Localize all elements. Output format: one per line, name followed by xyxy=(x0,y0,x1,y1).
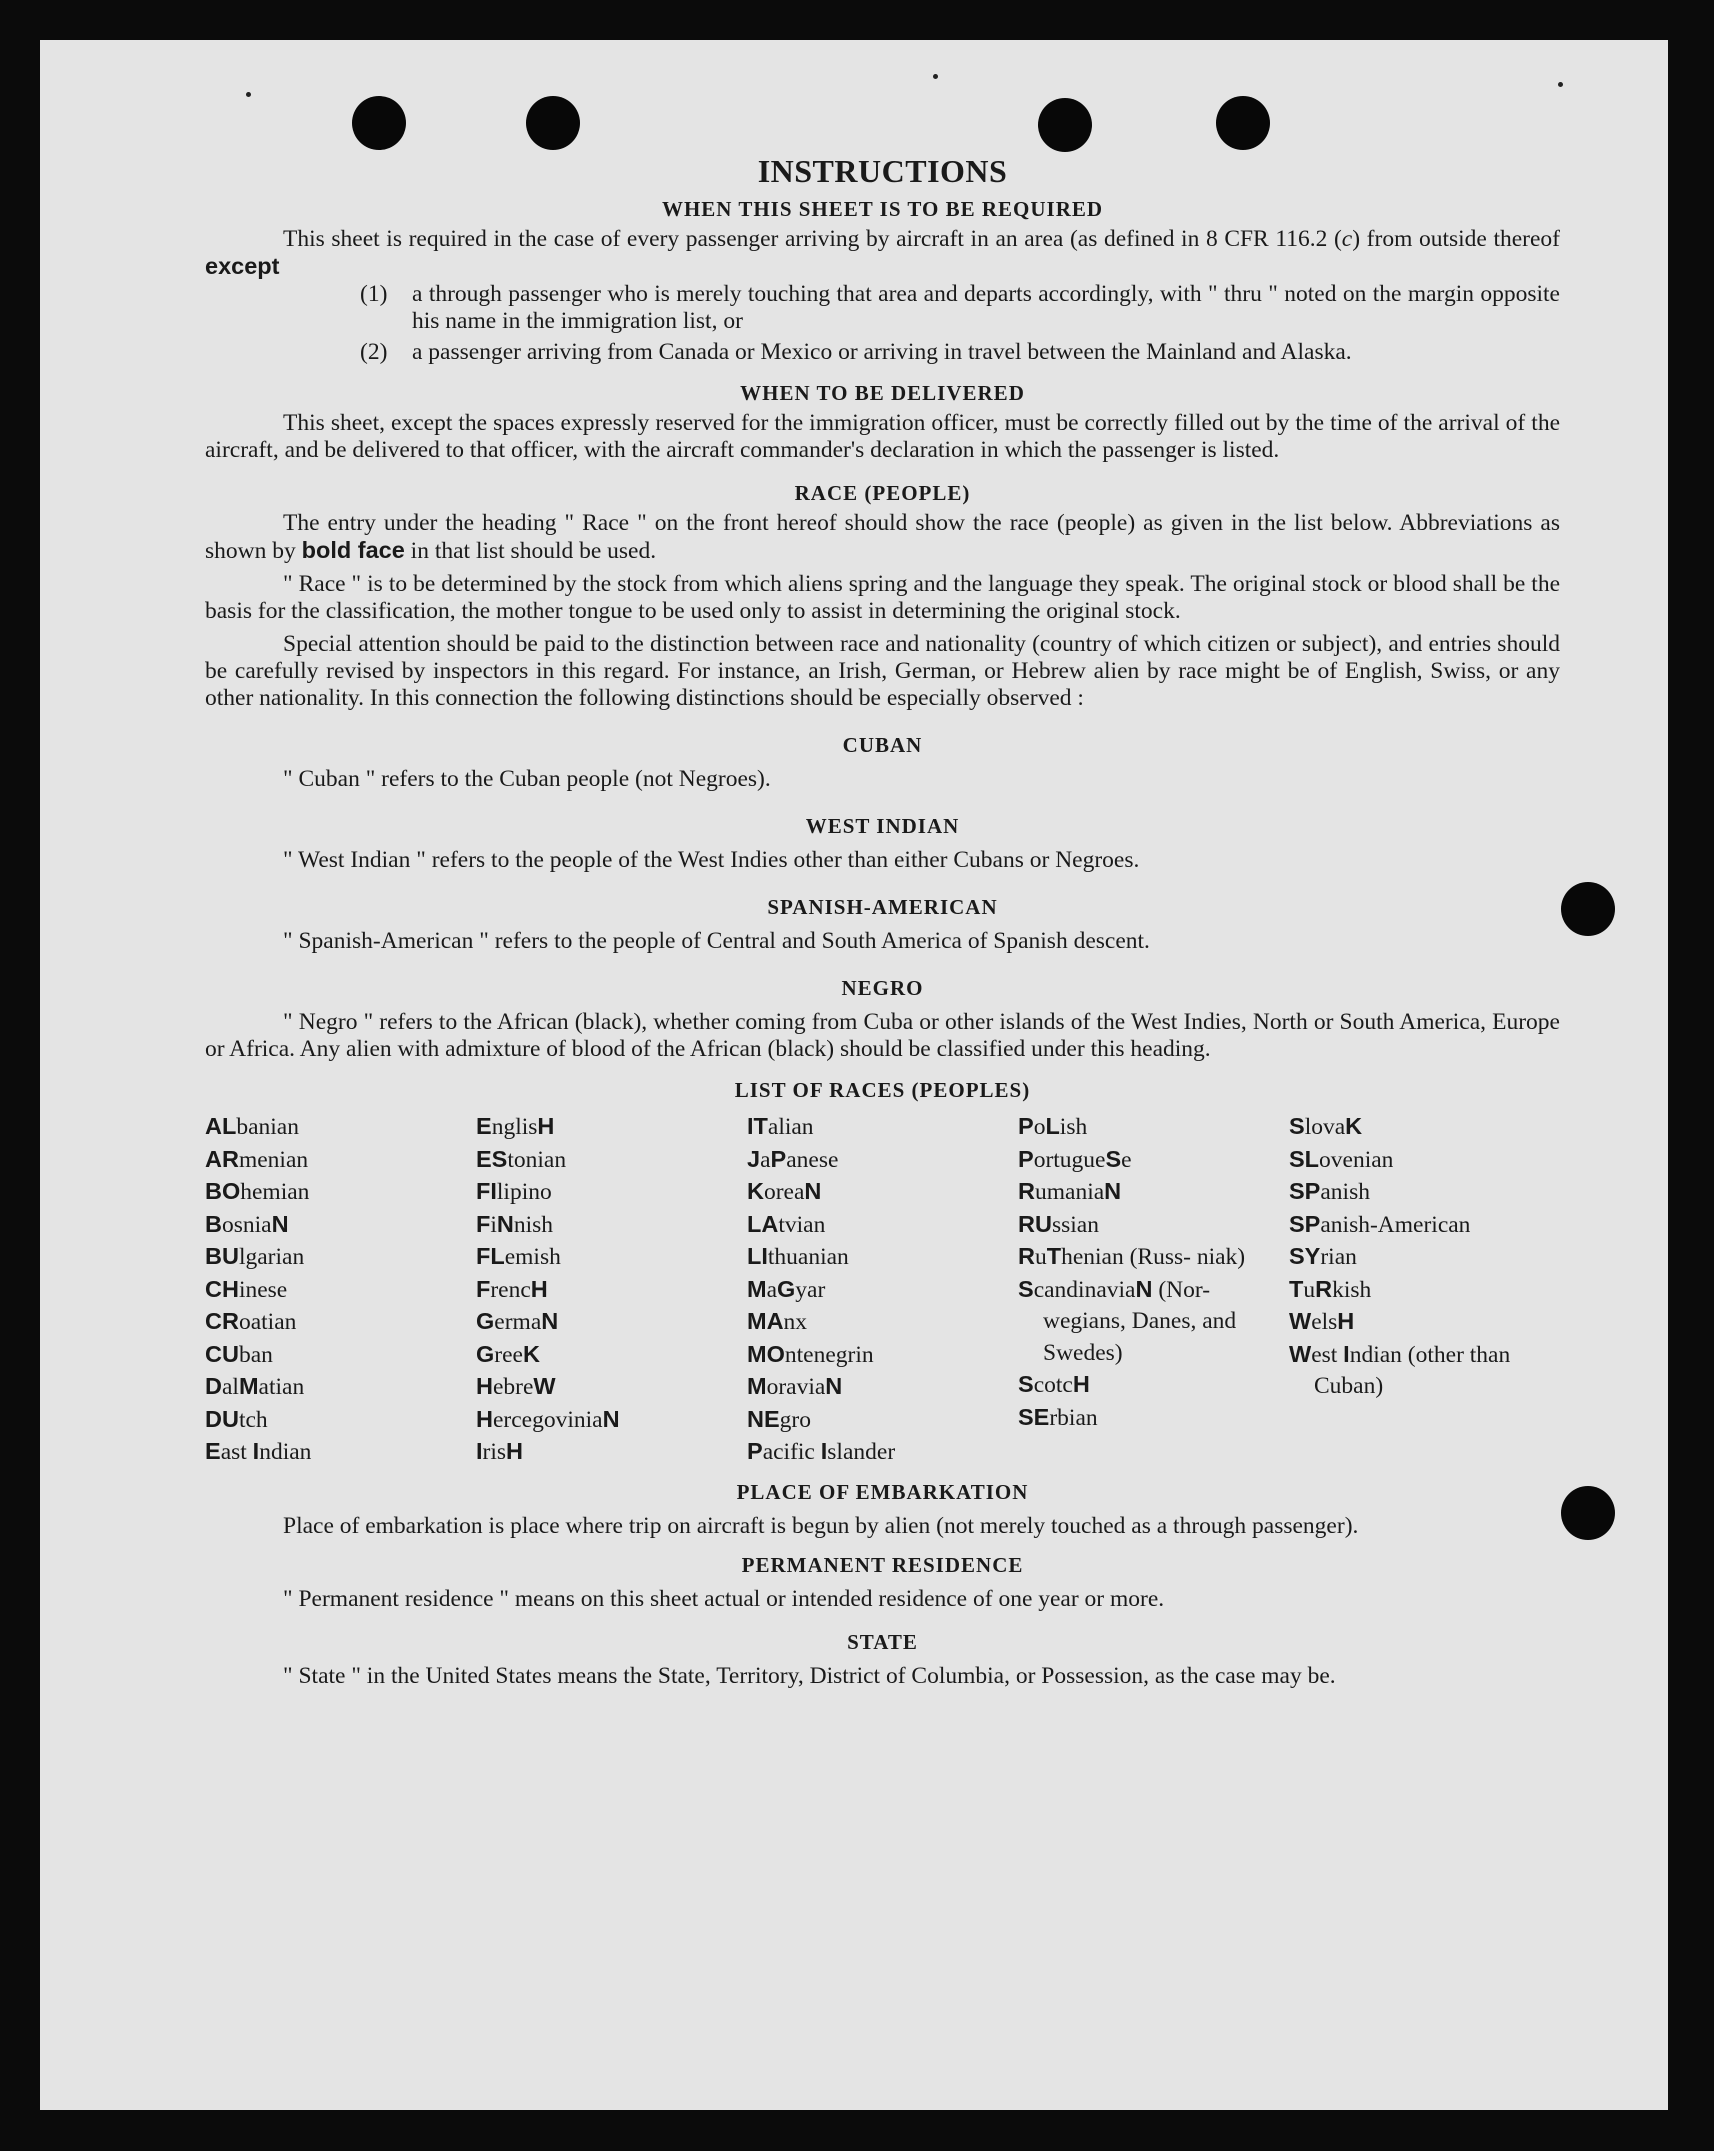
race-entry: CUban xyxy=(205,1340,273,1368)
instructions-content xyxy=(205,152,1560,1690)
race-entry: PortugueSe xyxy=(1018,1145,1132,1173)
race-entry: MOntenegrin xyxy=(747,1340,874,1368)
race-entry: LIthuanian xyxy=(747,1243,849,1270)
punch-hole xyxy=(1216,96,1270,150)
race-entry: NEgro xyxy=(747,1405,811,1433)
race-entry: ScotcH xyxy=(1018,1371,1090,1398)
definition-state: " State " in the United States means the State, Territory, District of Columbia, or Possession, as the case may be. xyxy=(283,1662,1336,1689)
race-entry: SlovaK xyxy=(1289,1113,1363,1140)
race-entry: SPanish xyxy=(1289,1178,1370,1205)
races-column xyxy=(1289,1111,1560,1469)
race-entry: JaPanese xyxy=(747,1145,839,1173)
race-entry: IrisH xyxy=(476,1438,524,1465)
definition-west-indian: " West Indian " refers to the people of the West Indies other than either Cubans or Negroes. xyxy=(283,847,1140,873)
race-entry: BUlgarian xyxy=(205,1243,305,1270)
race-entry: MaGyar xyxy=(747,1275,826,1303)
race-entry: GreeK xyxy=(476,1340,540,1368)
paragraph-race-entry: The entry under the heading " Race " on the front hereof should show the race (people) as given in the list below. Abbreviations as shown by bold face in that list should be used. xyxy=(205,510,1560,564)
heading-race: RACE (PEOPLE) xyxy=(794,481,971,505)
race-entry: SLovenian xyxy=(1289,1145,1394,1173)
definition-permanent-residence: " Permanent residence " means on this sheet actual or intended residence of one year or more. xyxy=(283,1585,1165,1612)
paragraph-required: This sheet is required in the case of every passenger arriving by aircraft in an area (as defined in 8 CFR 116.2 (c) from outside thereof except xyxy=(205,226,1561,279)
heading-state: STATE xyxy=(847,1629,918,1654)
race-entry: FiNnish xyxy=(476,1210,554,1238)
race-entry: EnglisH xyxy=(476,1113,555,1140)
heading-permanent-residence: PERMANENT RESIDENCE xyxy=(741,1552,1024,1577)
exception-item: (1) a through passenger who is merely touching that area and departs accordingly, with " thru " noted on the margin opposite his name in the immigration list, or xyxy=(360,281,1560,334)
paragraph-race-stock: " Race " is to be determined by the stock from which aliens spring and the language they speak. The original stock or blood shall be the basis for the classification, the mother tongue to be used only to assist in determining the original stock. xyxy=(205,571,1560,624)
heading-spanish-american: SPANISH-AMERICAN xyxy=(767,895,998,919)
punch-hole xyxy=(1561,882,1615,936)
definition-embarkation: Place of embarkation is place where trip on aircraft is begun by alien (not merely touched as a through passenger). xyxy=(283,1512,1359,1539)
definition-negro: " Negro " refers to the African (black), whether coming from Cuba or other islands of the West Indies, North or South America, Europe or Africa. Any alien with admixture of blood of the African (black) should be classified under this heading. xyxy=(205,1009,1560,1062)
race-entry: DUtch xyxy=(205,1405,268,1433)
race-entry: CHinese xyxy=(205,1275,288,1303)
exception-item: (2) a passenger arriving from Canada or Mexico or arriving in travel between the Mainland and Alaska. xyxy=(360,339,1352,365)
race-entry: ALbanian xyxy=(205,1113,299,1140)
heading-cuban: CUBAN xyxy=(842,733,923,757)
races-column xyxy=(747,1111,1018,1469)
race-entry: HebreW xyxy=(476,1373,556,1400)
race-entry: West Indian (other than Cuban) xyxy=(1289,1340,1511,1399)
race-entry: MAnx xyxy=(747,1308,808,1335)
heading-when-required: WHEN THIS SHEET IS TO BE REQUIRED xyxy=(661,197,1104,221)
race-entry: BosniaN xyxy=(205,1210,289,1238)
heading-negro: NEGRO xyxy=(841,976,924,1000)
races-column xyxy=(476,1111,747,1469)
definition-cuban: " Cuban " refers to the Cuban people (not Negroes). xyxy=(283,766,771,792)
races-column xyxy=(1018,1111,1289,1469)
race-entry: HercegoviniaN xyxy=(476,1405,620,1433)
speck xyxy=(246,92,251,97)
races-table xyxy=(205,1111,1560,1469)
race-entry: EStonian xyxy=(476,1145,567,1173)
race-entry: DalMatian xyxy=(205,1373,305,1400)
heading-west-indian: WEST INDIAN xyxy=(805,814,960,838)
race-entry: FrencH xyxy=(476,1275,548,1303)
race-entry: East Indian xyxy=(205,1438,312,1465)
race-entry: FIlipino xyxy=(476,1178,552,1205)
punch-hole xyxy=(1038,98,1092,152)
heading-when-delivered: WHEN TO BE DELIVERED xyxy=(740,381,1025,405)
heading-embarkation: PLACE OF EMBARKATION xyxy=(736,1479,1029,1504)
race-entry: WelsH xyxy=(1289,1308,1355,1335)
document-sheet xyxy=(40,40,1668,2110)
race-entry: SPanish-American xyxy=(1289,1210,1471,1238)
page-title: INSTRUCTIONS xyxy=(757,153,1008,189)
punch-hole xyxy=(352,96,406,150)
speck xyxy=(1558,82,1563,87)
race-entry: FLemish xyxy=(476,1243,561,1270)
race-entry: ITalian xyxy=(747,1113,814,1140)
punch-hole xyxy=(1561,1486,1615,1540)
definition-spanish-american: " Spanish-American " refers to the people of Central and South America of Spanish descent. xyxy=(283,928,1150,954)
race-entry: RumaniaN xyxy=(1018,1178,1122,1205)
race-entry: CRoatian xyxy=(205,1308,297,1335)
race-entry: PoLish xyxy=(1018,1113,1088,1140)
race-entry: GermaN xyxy=(476,1308,559,1335)
race-entry: SErbian xyxy=(1018,1403,1098,1431)
race-entry: MoraviaN xyxy=(747,1373,843,1400)
speck xyxy=(933,74,938,79)
race-entry: RUssian xyxy=(1018,1210,1099,1238)
punch-hole xyxy=(526,96,580,150)
paragraph-race-nationality: Special attention should be paid to the distinction between race and nationality (country of which citizen or subject), and entries should be carefully revised by inspectors in this regard. For instance, an Irish, German, or Hebrew alien by race might be of English, Swiss, or any other nationality. In this connection the following distinctions should be especially observed : xyxy=(205,631,1560,711)
race-entry: TuRkish xyxy=(1289,1275,1372,1303)
race-entry: BOhemian xyxy=(205,1178,310,1205)
race-entry: SYrian xyxy=(1289,1243,1357,1270)
race-entry: KoreaN xyxy=(747,1178,822,1205)
race-entry: LAtvian xyxy=(747,1210,826,1238)
race-entry: RuThenian (Russ- niak) xyxy=(1018,1243,1246,1270)
race-entry: ARmenian xyxy=(205,1145,309,1173)
paragraph-delivered: This sheet, except the spaces expressly reserved for the immigration officer, must be correctly filled out by the time of the arrival of the aircraft, and be delivered to that officer, with the aircraft commander's declaration in which the passenger is listed. xyxy=(205,410,1560,463)
race-entry: Pacific Islander xyxy=(747,1438,896,1465)
races-column xyxy=(205,1111,476,1469)
heading-list-of-races: LIST OF RACES (PEOPLES) xyxy=(734,1078,1031,1102)
race-entry: ScandinaviaN (Nor- wegians, Danes, and Swedes) xyxy=(1018,1275,1237,1366)
